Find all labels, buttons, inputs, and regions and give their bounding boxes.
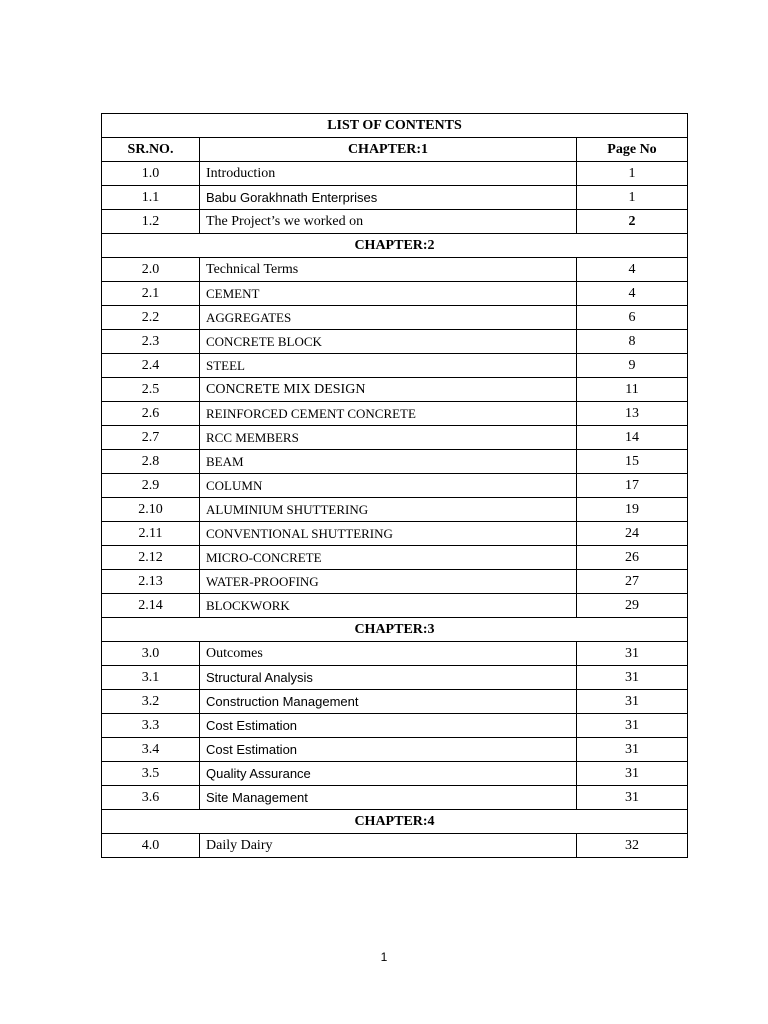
sr-cell: 3.0 xyxy=(102,642,200,666)
topic-cell: CONCRETE MIX DESIGN xyxy=(200,378,577,402)
page-cell: 31 xyxy=(577,714,688,738)
table-row xyxy=(102,450,688,474)
page-cell: 11 xyxy=(577,378,688,402)
topic-cell: Site Management xyxy=(200,786,577,810)
page-number: 1 xyxy=(380,950,388,964)
topic-cell: BLOCKWORK xyxy=(200,594,577,618)
sr-cell: 1.1 xyxy=(102,186,200,210)
sr-cell: 4.0 xyxy=(102,834,200,858)
table-row xyxy=(102,258,688,282)
topic-cell: WATER-PROOFING xyxy=(200,570,577,594)
table-row xyxy=(102,690,688,714)
chapter4-heading: CHAPTER:4 xyxy=(102,810,688,834)
page-cell: 32 xyxy=(577,834,688,858)
topic-cell: Quality Assurance xyxy=(200,762,577,786)
table-row xyxy=(102,282,688,306)
table-row xyxy=(102,306,688,330)
table-row xyxy=(102,786,688,810)
table-row xyxy=(102,402,688,426)
chapter-heading-row xyxy=(102,810,688,834)
table-row xyxy=(102,834,688,858)
sr-cell: 2.7 xyxy=(102,426,200,450)
table-row xyxy=(102,354,688,378)
page-cell: 31 xyxy=(577,738,688,762)
sr-cell: 2.14 xyxy=(102,594,200,618)
page-cell: 9 xyxy=(577,354,688,378)
table-row xyxy=(102,378,688,402)
topic-cell: STEEL xyxy=(200,354,577,378)
table-row xyxy=(102,546,688,570)
page-cell: 8 xyxy=(577,330,688,354)
sr-cell: 2.0 xyxy=(102,258,200,282)
sr-cell: 1.2 xyxy=(102,210,200,234)
page-cell: 4 xyxy=(577,258,688,282)
sr-cell: 3.6 xyxy=(102,786,200,810)
table-row xyxy=(102,498,688,522)
chapter1-heading: CHAPTER:1 xyxy=(200,138,577,162)
sr-cell: 2.13 xyxy=(102,570,200,594)
page-cell: 31 xyxy=(577,786,688,810)
table-row xyxy=(102,210,688,234)
topic-cell: Cost Estimation xyxy=(200,714,577,738)
table-title: LIST OF CONTENTS xyxy=(102,114,688,138)
table-row xyxy=(102,426,688,450)
topic-cell: CONVENTIONAL SHUTTERING xyxy=(200,522,577,546)
table-row xyxy=(102,666,688,690)
topic-cell: RCC MEMBERS xyxy=(200,426,577,450)
page-cell: 6 xyxy=(577,306,688,330)
page-cell: 15 xyxy=(577,450,688,474)
topic-cell: Structural Analysis xyxy=(200,666,577,690)
contents-table xyxy=(101,113,688,858)
page-cell: 31 xyxy=(577,642,688,666)
table-row xyxy=(102,162,688,186)
page-cell: 1 xyxy=(577,186,688,210)
page-cell: 24 xyxy=(577,522,688,546)
topic-cell: Construction Management xyxy=(200,690,577,714)
sr-cell: 3.4 xyxy=(102,738,200,762)
page-cell: 14 xyxy=(577,426,688,450)
sr-cell: 3.1 xyxy=(102,666,200,690)
table-row xyxy=(102,522,688,546)
header-row xyxy=(102,138,688,162)
sr-cell: 1.0 xyxy=(102,162,200,186)
sr-cell: 2.3 xyxy=(102,330,200,354)
topic-cell: MICRO-CONCRETE xyxy=(200,546,577,570)
chapter2-heading: CHAPTER:2 xyxy=(102,234,688,258)
topic-cell: Cost Estimation xyxy=(200,738,577,762)
page-cell: 17 xyxy=(577,474,688,498)
table-row xyxy=(102,738,688,762)
topic-cell: CONCRETE BLOCK xyxy=(200,330,577,354)
sr-cell: 2.1 xyxy=(102,282,200,306)
page-cell: 4 xyxy=(577,282,688,306)
sr-cell: 3.3 xyxy=(102,714,200,738)
page-cell: 31 xyxy=(577,762,688,786)
sr-cell: 3.2 xyxy=(102,690,200,714)
table-row xyxy=(102,594,688,618)
sr-cell: 3.5 xyxy=(102,762,200,786)
table-row xyxy=(102,474,688,498)
srno-header: SR.NO. xyxy=(102,138,200,162)
topic-cell: COLUMN xyxy=(200,474,577,498)
page-cell: 31 xyxy=(577,666,688,690)
page-cell: 19 xyxy=(577,498,688,522)
topic-cell: AGGREGATES xyxy=(200,306,577,330)
topic-cell: The Project’s we worked on xyxy=(200,210,577,234)
page-cell: 31 xyxy=(577,690,688,714)
table-row xyxy=(102,642,688,666)
topic-cell: Outcomes xyxy=(200,642,577,666)
chapter3-heading: CHAPTER:3 xyxy=(102,618,688,642)
chapter-heading-row xyxy=(102,618,688,642)
title-row xyxy=(102,114,688,138)
sr-cell: 2.10 xyxy=(102,498,200,522)
page-cell: 27 xyxy=(577,570,688,594)
table-row xyxy=(102,762,688,786)
table-row xyxy=(102,330,688,354)
topic-cell: Technical Terms xyxy=(200,258,577,282)
topic-cell: Babu Gorakhnath Enterprises xyxy=(200,186,577,210)
topic-cell: Daily Dairy xyxy=(200,834,577,858)
table-row xyxy=(102,714,688,738)
sr-cell: 2.11 xyxy=(102,522,200,546)
page-cell: 26 xyxy=(577,546,688,570)
topic-cell: CEMENT xyxy=(200,282,577,306)
sr-cell: 2.6 xyxy=(102,402,200,426)
sr-cell: 2.12 xyxy=(102,546,200,570)
page-no-header: Page No xyxy=(577,138,688,162)
topic-cell: REINFORCED CEMENT CONCRETE xyxy=(200,402,577,426)
sr-cell: 2.5 xyxy=(102,378,200,402)
topic-cell: ALUMINIUM SHUTTERING xyxy=(200,498,577,522)
table-row xyxy=(102,570,688,594)
table-row xyxy=(102,186,688,210)
chapter-heading-row xyxy=(102,234,688,258)
page-cell: 29 xyxy=(577,594,688,618)
topic-cell: BEAM xyxy=(200,450,577,474)
sr-cell: 2.4 xyxy=(102,354,200,378)
page-cell: 13 xyxy=(577,402,688,426)
page-cell: 2 xyxy=(577,210,688,234)
sr-cell: 2.9 xyxy=(102,474,200,498)
page-cell: 1 xyxy=(577,162,688,186)
sr-cell: 2.2 xyxy=(102,306,200,330)
topic-cell: Introduction xyxy=(200,162,577,186)
sr-cell: 2.8 xyxy=(102,450,200,474)
